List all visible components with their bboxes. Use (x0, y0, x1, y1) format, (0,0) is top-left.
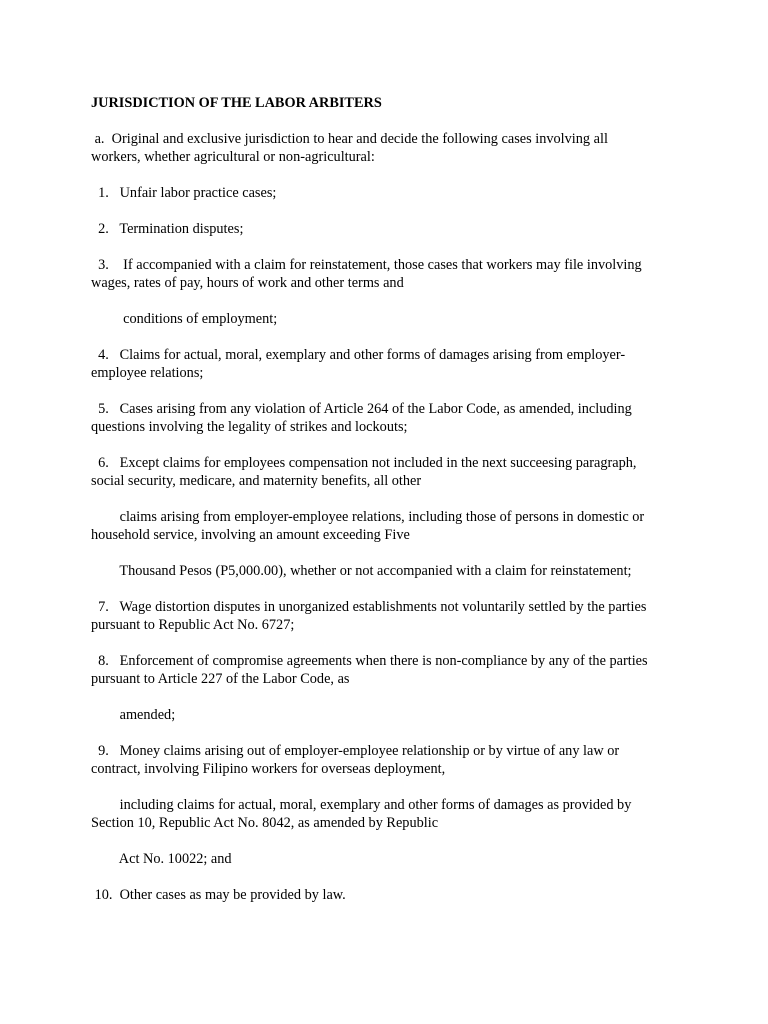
item-9-continuation-1-line-1: including claims for actual, moral, exemplary and other forms of damages as provided by (91, 797, 632, 813)
item-2-line-1: 2. Termination disputes; (91, 221, 244, 237)
item-7-line-2: pursuant to Republic Act No. 6727; (91, 617, 295, 633)
intro-line-1: a. Original and exclusive jurisdiction to hear and decide the following cases involving all (91, 131, 608, 147)
item-3-continuation: conditions of employment; (91, 311, 278, 327)
item-5-line-2: questions involving the legality of strikes and lockouts; (91, 419, 408, 435)
item-4-line-1: 4. Claims for actual, moral, exemplary and other forms of damages arising from employer- (91, 347, 626, 363)
item-1-line-1: 1. Unfair labor practice cases; (91, 185, 277, 201)
document-title: JURISDICTION OF THE LABOR ARBITERS (91, 95, 382, 111)
intro-line-2: workers, whether agricultural or non-agricultural: (91, 149, 375, 165)
item-8-continuation: amended; (91, 707, 176, 723)
item-9-continuation-1-line-2: Section 10, Republic Act No. 8042, as amended by Republic (91, 815, 439, 831)
item-6-continuation-1-line-1: claims arising from employer-employee relations, including those of persons in domestic or (91, 509, 645, 525)
item-6-line-2: social security, medicare, and maternity benefits, all other (91, 473, 422, 489)
item-7-line-1: 7. Wage distortion disputes in unorganized establishments not voluntarily settled by the parties (91, 599, 647, 615)
item-8-line-1: 8. Enforcement of compromise agreements when there is non-compliance by any of the parties (91, 653, 648, 669)
item-3-line-1: 3. If accompanied with a claim for reinstatement, those cases that workers may file involving (91, 257, 642, 273)
item-4-line-2: employee relations; (91, 365, 204, 381)
item-6-continuation-1-line-2: household service, involving an amount exceeding Five (91, 527, 410, 543)
item-9-line-2: contract, involving Filipino workers for overseas deployment, (91, 761, 446, 777)
item-5-line-1: 5. Cases arising from any violation of Article 264 of the Labor Code, as amended, including (91, 401, 632, 417)
item-9-line-1: 9. Money claims arising out of employer-employee relationship or by virtue of any law or (91, 743, 620, 759)
item-6-line-1: 6. Except claims for employees compensation not included in the next succeesing paragraph, (91, 455, 637, 471)
item-10-line-1: 10. Other cases as may be provided by law. (91, 887, 346, 903)
item-6-continuation-2: Thousand Pesos (P5,000.00), whether or not accompanied with a claim for reinstatement; (91, 563, 632, 579)
item-3-line-2: wages, rates of pay, hours of work and other terms and (91, 275, 404, 291)
item-8-line-2: pursuant to Article 227 of the Labor Code, as (91, 671, 350, 687)
item-9-continuation-2: Act No. 10022; and (91, 851, 232, 867)
